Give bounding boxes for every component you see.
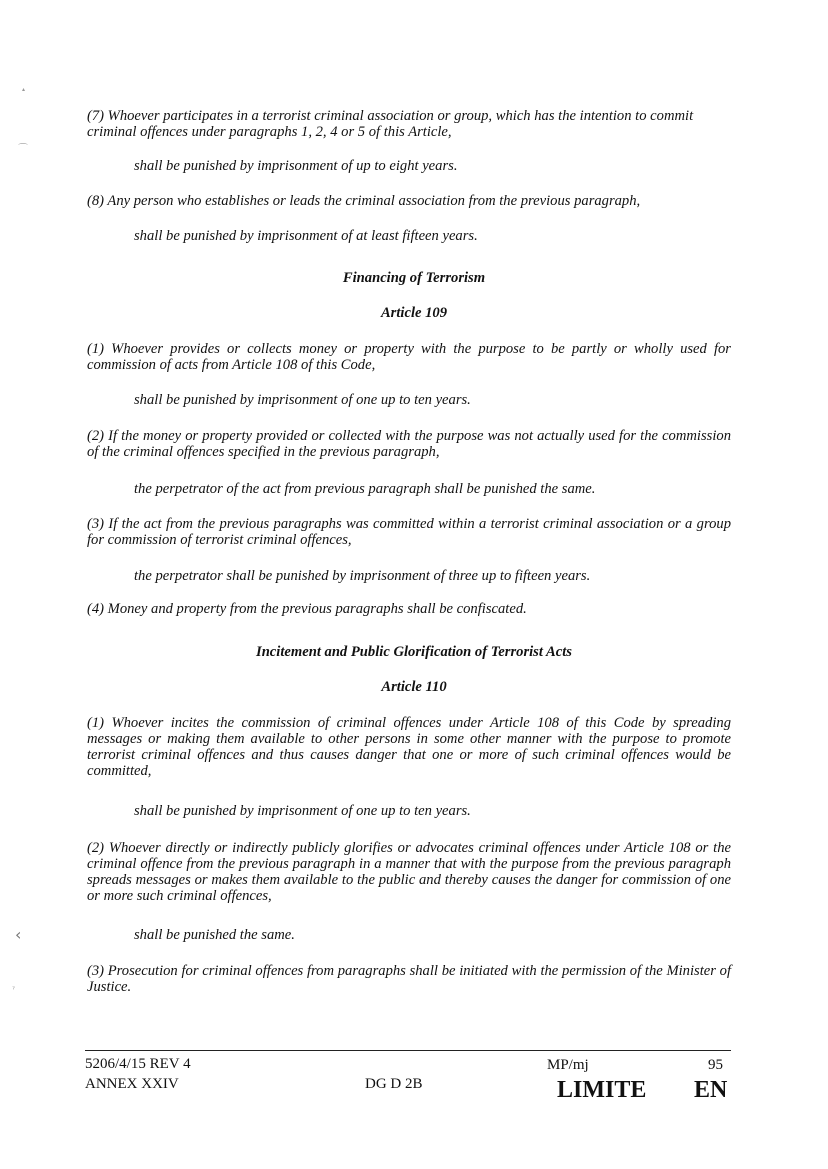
article109-paragraph-1-penalty: shall be punished by imprisonment of one up to ten years. xyxy=(134,392,471,408)
scan-speck: ⌒ xyxy=(18,144,28,155)
article110-paragraph-3: (3) Prosecution for criminal offences from paragraphs shall be initiated with the permission of the Minister of Justice. xyxy=(87,963,731,995)
scan-speck: ˀ xyxy=(12,985,15,994)
footer-dg: DG D 2B xyxy=(365,1076,423,1092)
article110-paragraph-2: (2) Whoever directly or indirectly publicly glorifies or advocates criminal offences under Article 108 or the criminal offence from the previous paragraph in a manner that with the purpose from the previous paragraph spreads messages or makes them available to the public and thereby causes the danger for commission of one or more such criminal offences, xyxy=(87,840,731,904)
article110-number: Article 110 xyxy=(381,679,447,695)
footer-initials: MP/mj xyxy=(547,1057,589,1073)
article110-paragraph-1-penalty: shall be punished by imprisonment of one up to ten years. xyxy=(134,803,471,819)
footer-classification: LIMITE xyxy=(557,1077,647,1103)
article110-title: Incitement and Public Glorification of Terrorist Acts xyxy=(256,644,572,660)
article108-paragraph-8: (8) Any person who establishes or leads the criminal association from the previous paragraph, xyxy=(87,193,641,209)
article109-paragraph-1: (1) Whoever provides or collects money or property with the purpose to be partly or wholly used for commission of acts from Article 108 of this Code, xyxy=(87,341,731,373)
article108-paragraph-8-penalty: shall be punished by imprisonment of at least fifteen years. xyxy=(134,228,478,244)
article108-paragraph-7: (7) Whoever participates in a terrorist criminal association or group, which has the intention to commit criminal offences under paragraphs 1, 2, 4 or 5 of this Article, xyxy=(87,108,694,140)
article110-paragraph-1: (1) Whoever incites the commission of criminal offences under Article 108 of this Code by spreading messages or making them available to other persons in some other manner with the purpose to promote terrorist criminal offences and thus causes danger that one or more of such criminal offences would be committed, xyxy=(87,715,731,779)
article109-paragraph-3: (3) If the act from the previous paragraphs was committed within a terrorist criminal association or a group for commission of terrorist criminal offences, xyxy=(87,516,731,548)
article109-title: Financing of Terrorism xyxy=(342,270,486,286)
scan-speck: ‹ xyxy=(15,925,22,944)
article109-paragraph-2-penalty: the perpetrator of the act from previous paragraph shall be punished the same. xyxy=(134,481,596,497)
article109-paragraph-2: (2) If the money or property provided or collected with the purpose was not actually used for the commission of the criminal offences specified in the previous paragraph, xyxy=(87,428,731,460)
footer-annex: ANNEX XXIV xyxy=(85,1076,179,1092)
article110-paragraph-2-penalty: shall be punished the same. xyxy=(134,927,295,943)
article109-paragraph-4: (4) Money and property from the previous paragraphs shall be confiscated. xyxy=(87,601,527,617)
article108-paragraph-7-penalty: shall be punished by imprisonment of up to eight years. xyxy=(134,158,458,174)
footer-page-number: 95 xyxy=(708,1057,723,1073)
footer-divider xyxy=(85,1050,731,1051)
scan-speck: ▴ xyxy=(22,86,26,93)
footer-doc-ref: 5206/4/15 REV 4 xyxy=(85,1056,191,1072)
footer-language: EN xyxy=(694,1077,728,1103)
article109-paragraph-3-penalty: the perpetrator shall be punished by imprisonment of three up to fifteen years. xyxy=(134,568,591,584)
article109-number: Article 109 xyxy=(380,305,448,321)
